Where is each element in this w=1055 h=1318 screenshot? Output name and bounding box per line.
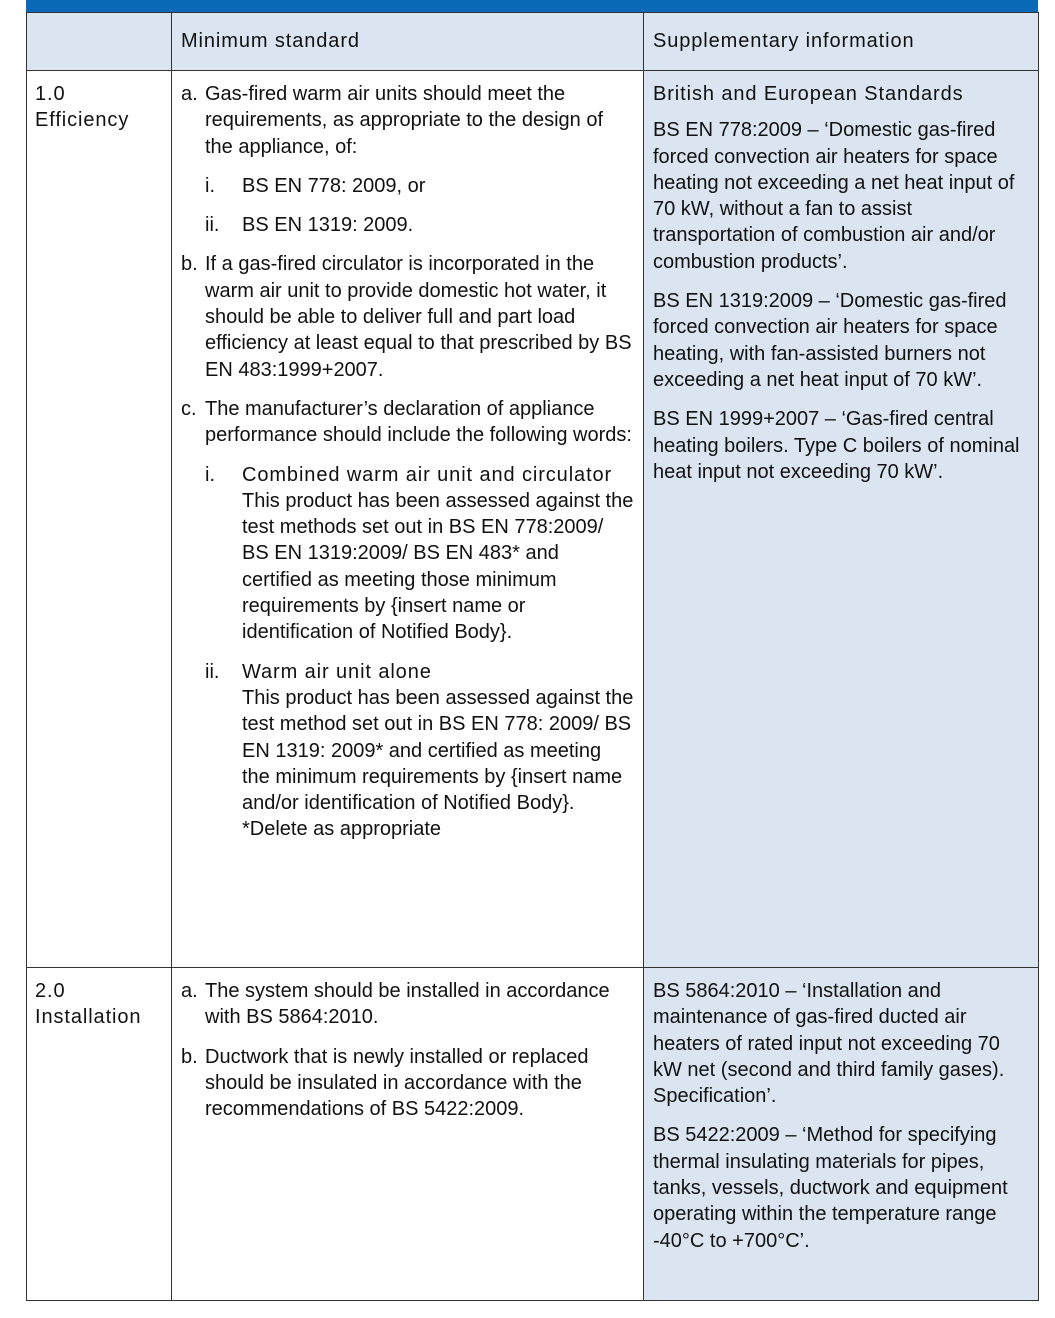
sub-clause-i bbox=[205, 173, 634, 199]
row-title: Installation bbox=[35, 1006, 142, 1029]
supplementary-paragraph: BS EN 1319:2009 – ‘Domestic gas-fired forced convection air heaters for space heating, with fan-assisted burners not exceeding a net heat input of 70 kW’. bbox=[653, 290, 1007, 391]
clause-marker: b. bbox=[181, 1045, 198, 1068]
sub-text: This product has been assessed against the test methods set out in BS EN 778:2009/ BS EN 1319:2009/ BS EN 483* and certified as meeting those minimum requirements by {insert name or identification of Notified Body}. bbox=[242, 489, 634, 644]
sub-text: This product has been assessed against the test method set out in BS EN 778: 2009/ BS EN 1319: 2009* and certified as meeting the minimum requirements by {insert name and/or identification of Notified Body}. bbox=[242, 686, 634, 815]
table-row-efficiency bbox=[27, 71, 1039, 968]
supplementary-paragraph: BS 5864:2010 – ‘Installation and maintenance of gas-fired ducted air heaters of rated input not exceeding 70 kW net (second and third family gases). Specification’. bbox=[653, 980, 1005, 1108]
minimum-standard-cell bbox=[172, 71, 644, 968]
sub-text: BS EN 778: 2009, or bbox=[242, 174, 426, 197]
clause-marker: a. bbox=[181, 980, 198, 1002]
minimum-standard-cell bbox=[172, 968, 644, 1301]
header-minimum-standard: Minimum standard bbox=[172, 13, 644, 71]
clause-a bbox=[181, 81, 634, 238]
sub-clause-ii bbox=[205, 659, 634, 843]
standards-table bbox=[26, 12, 1039, 1301]
sub-marker: ii. bbox=[205, 660, 220, 683]
sub-text: BS EN 1319: 2009. bbox=[242, 214, 414, 237]
row-label-cell bbox=[27, 968, 172, 1301]
supplementary-paragraph: BS 5422:2009 – ‘Method for specifying thermal insulating materials for pipes, tanks, vessels, ductwork and equipment operating within the temperature range -40°C to +700°C’. bbox=[653, 1124, 1008, 1252]
header-accent-bar bbox=[26, 0, 1038, 12]
supplementary-paragraph: BS EN 778:2009 – ‘Domestic gas-fired forced convection air heaters for space heating not exceeding a net heat input of 70 kW, without a fan to assist transportation of combustion air and/or combustion products’. bbox=[653, 119, 1015, 273]
clause-text: Gas-fired warm air units should meet the requirements, as appropriate to the design of the appliance, of: bbox=[205, 83, 604, 158]
supplementary-cell bbox=[644, 968, 1039, 1301]
row-title: Efficiency bbox=[35, 109, 130, 132]
clause-text: If a gas-fired circulator is incorporated in the warm air unit to provide domestic hot water, it should be able to deliver full and part load efficiency at least equal to that prescribed by BS EN 483:1999+2007. bbox=[205, 253, 632, 381]
sub-clause-ii bbox=[205, 212, 634, 238]
supplementary-heading: British and European Standards bbox=[653, 83, 964, 105]
clause-b bbox=[181, 1044, 634, 1123]
supplementary-cell bbox=[644, 71, 1039, 968]
table-row-installation bbox=[27, 968, 1039, 1301]
delete-note: *Delete as appropriate bbox=[242, 818, 442, 841]
supplementary-paragraph: BS EN 1999+2007 – ‘Gas-fired central heating boilers. Type C boilers of nominal heat input not exceeding 70 kW’. bbox=[653, 408, 1020, 483]
clause-marker: a. bbox=[181, 83, 198, 105]
sub-heading: Combined warm air unit and circulator bbox=[242, 463, 613, 486]
sub-marker: i. bbox=[205, 463, 215, 486]
sub-heading: Warm air unit alone bbox=[242, 660, 432, 683]
header-supplementary-information: Supplementary information bbox=[644, 13, 1039, 71]
table-header-row bbox=[27, 13, 1039, 71]
sub-marker: ii. bbox=[205, 214, 220, 237]
clause-a bbox=[181, 978, 634, 1031]
header-cell-blank bbox=[27, 13, 172, 71]
clause-b bbox=[181, 251, 634, 382]
clause-marker: c. bbox=[181, 397, 197, 420]
clause-text: Ductwork that is newly installed or replaced should be insulated in accordance with the recommendations of BS 5422:2009. bbox=[205, 1045, 589, 1121]
row-number: 2.0 bbox=[35, 980, 66, 1002]
clause-text: The system should be installed in accordance with BS 5864:2010. bbox=[205, 980, 610, 1029]
clause-c bbox=[181, 396, 634, 843]
sub-marker: i. bbox=[205, 174, 215, 197]
row-label-cell bbox=[27, 71, 172, 968]
clause-text: The manufacturer’s declaration of appliance performance should include the following words: bbox=[205, 397, 632, 447]
clause-marker: b. bbox=[181, 253, 198, 276]
sub-clause-i bbox=[205, 462, 634, 646]
row-number: 1.0 bbox=[35, 83, 66, 105]
